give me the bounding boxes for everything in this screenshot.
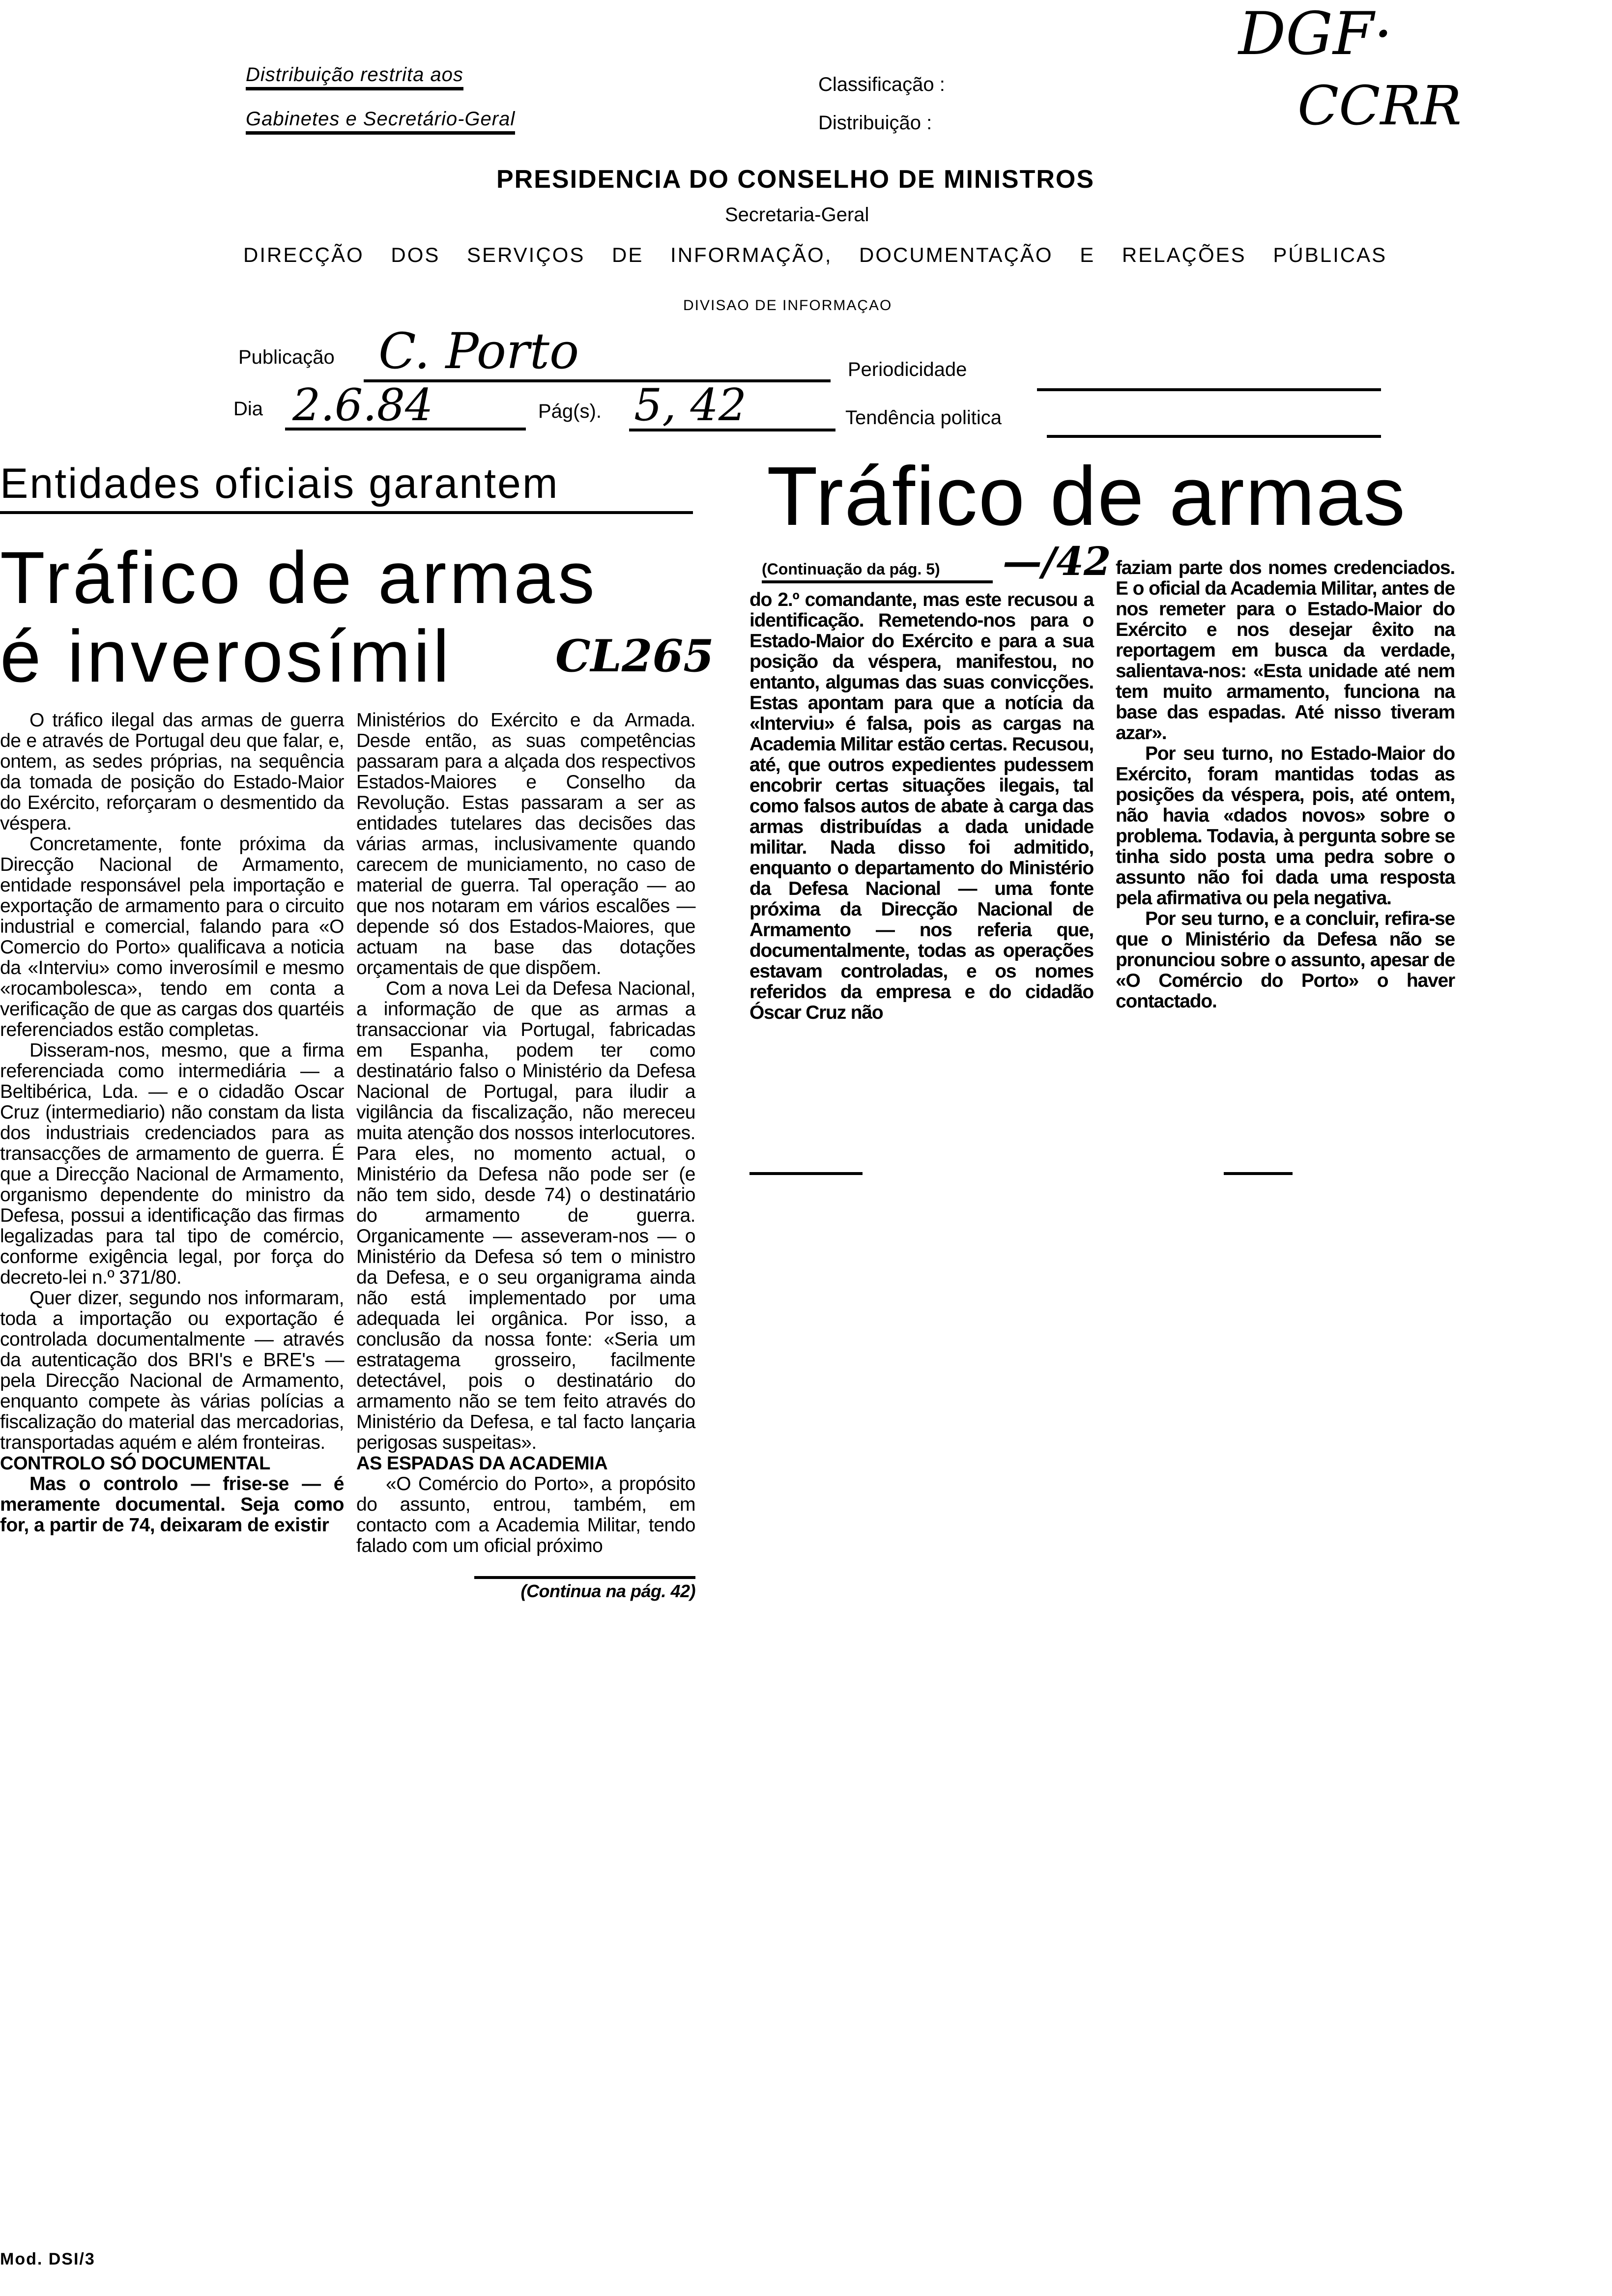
publication-value: C. Porto (378, 322, 579, 380)
continuation-title: Tráfico de armas (767, 450, 1407, 543)
paragraph: Mas o controlo — frise-se — é meramente documental. Seja como for, a partir de 74, deixaram de existir (0, 1473, 344, 1536)
org-title: PRESIDENCIA DO CONSELHO DE MINISTROS (496, 165, 1095, 194)
kicker-rule (0, 511, 693, 514)
paragraph: O tráfico ilegal das armas de guerra de e através de Portugal deu que falar, e, ontem, as sedes próprias, na sequência da tomada de posição do Estado-Maior do Exército, reforçaram o desmentido da véspera. (0, 710, 344, 834)
column-end-rule (1224, 1172, 1293, 1175)
paragraph: faziam parte dos nomes credenciados. E o oficial da Academia Militar, antes de nos remeter para o Estado-Maior do Exército e nos desejar êxito na reportagem em busca da verdade, salientava-nos: «Esta unidade até nem tem muito armamento, funciona na base das espadas. Até nisso tiveram azar». (1116, 557, 1455, 744)
column-end-rule (749, 1172, 863, 1175)
form-code: Mod. DSI/3 (0, 2250, 95, 2268)
handwritten-annotation-initials: CCRR (1297, 74, 1462, 137)
article-left-column-1 (0, 710, 344, 1536)
paragraph: «O Comércio do Porto», a propósito do assunto, entrou, também, em contacto com a Academia Militar, tendo falado com um oficial próximo (356, 1473, 695, 1556)
paragraph: Quer dizer, segundo nos informaram, toda a importação ou exportação é controlada documentalmente — através da autenticação dos BRI's e BRE's — pela Direcção Nacional de Armamento, enquanto compete às várias polícias a fiscalização do material das mercadorias, transportadas aquém e além fronteiras. (0, 1288, 344, 1453)
handwritten-reference-left: CL265 (555, 630, 714, 682)
paragraph: Ministérios do Exército e da Armada. Desde então, as suas competências passaram para a alçada dos respectivos Estados-Maiores e Conselho da Revolução. Estas passaram a ser as entidades tutelares das decisões das várias armas, inclusivamente quando carecem de municiamento, no caso de material de guerra. Tal operação — ao que nos notaram em vários escalões — depende só dos Estados-Maiores, que actuam na base das dotações orçamentais de que dispõem. (356, 710, 695, 978)
paragraph: Com a nova Lei da Defesa Nacional, a informação de que as armas a transaccionar via Portugal, fabricadas em Espanha, podem ter como destinatário falso o Ministério da Defesa Nacional de Portugal, para iludir a vigilância da fiscalização, não mereceu muita atenção dos nossos interlocutores. Para eles, no momento actual, o Ministério da Defesa não pode ser (e não tem sido, desde 74) o destinatário do armamento de guerra. Organicamente — asseveram-nos — o Ministério da Defesa só tem o ministro da Defesa, e o seu organigrama ainda não está implementado por uma adequada lei orgânica. Por isso, a conclusão da nossa fonte: «Seria um estratagema grosseiro, facilmente detectável, pois o destinatário do armamento não se tem feito através do Ministério da Defesa, e tal facto lançaria perigosas suspeitas». (356, 978, 695, 1453)
paragraph: Disseram-nos, mesmo, que a firma referenciada como intermediária — a Beltibérica, Lda. — e o cidadão Oscar Cruz (intermediario) não constam da lista dos industriais credenciados para as transacções de armamento de guerra. É que a Direcção Nacional de Armamento, organismo dependente do ministro da Defesa, possui a identificação das firmas legalizadas para tal tipo de comércio, conforme exigência legal, por força do decreto-lei n.º 371/80. (0, 1040, 344, 1288)
directorate-name: DIRECÇÃO DOS SERVIÇOS DE INFORMAÇÃO, DOCUMENTAÇÃO E RELAÇÕES PÚBLICAS (243, 243, 1387, 266)
classification-label: Classificação : (818, 74, 945, 95)
article-left-column-2 (356, 710, 695, 1602)
article-right-column-2 (1116, 558, 1455, 1012)
division-name: DIVISAO DE INFORMAÇAO (683, 297, 892, 314)
day-value: 2.6.84 (292, 379, 433, 431)
distribution-note-line2: Gabinetes e Secretário-Geral (246, 108, 515, 135)
paragraph: Por seu turno, no Estado-Maior do Exército, foram mantidas todas as posições da véspera, pois, até ontem, não havia «dados novos» sobre o problema. Todavia, à pergunta sobre se tinha sido posta uma pedra sobre o assunto não foi dada uma resposta pela afirmativa ou pela negativa. (1116, 743, 1455, 909)
org-subtitle: Secretaria-Geral (725, 204, 869, 226)
handwritten-annotation-top: DGF· (1238, 0, 1393, 68)
tendency-field (1047, 435, 1381, 438)
subhead-espadas: AS ESPADAS DA ACADEMIA (356, 1453, 608, 1474)
subhead-controlo: CONTROLO SÓ DOCUMENTAL (0, 1453, 270, 1474)
periodicity-field (1037, 388, 1381, 391)
paragraph: Concretamente, fonte próxima da Direcção Nacional de Armamento, entidade responsável pela importação e exportação de armamento para o circuito industrial e comercial, falando para «O Comercio do Porto» qualificava a noticia da «Interviu» como inverosímil e mesmo «rocambolesca», tendo em conta a verificação de que as cargas dos quartéis referenciados estão completas. (0, 833, 344, 1040)
article-title-line2: é inverosímil (0, 615, 452, 697)
periodicity-label: Periodicidade (848, 359, 967, 380)
distribution-label: Distribuição : (818, 112, 932, 134)
tendency-label: Tendência politica (845, 407, 1002, 429)
distribution-note-line1: Distribuição restrita aos (246, 64, 463, 90)
article-kicker: Entidades oficiais garantem (0, 460, 559, 507)
continued-from-label: (Continuação da pág. 5) (762, 560, 993, 583)
paragraph: Por seu turno, e a concluir, refira-se que o Ministério da Defesa não se pronunciou sobre o assunto, apesar de «O Comércio do Porto» o haver contactado. (1116, 908, 1455, 1012)
pages-value: 5, 42 (634, 379, 747, 431)
continued-on-page: (Continua na pág. 42) (474, 1576, 695, 1602)
day-label: Dia (233, 398, 263, 420)
handwritten-reference-right: —/42 (1003, 538, 1111, 584)
paragraph: do 2.º comandante, mas este recusou a identificação. Remetendo-nos para o Estado-Maior do Exército e para a sua posição da véspera, manifestou, no entanto, algumas das suas convicções. Estas apontam para que a notícia da «Interviu» é falsa, pois as cargas na Academia Militar estão certas. Recusou, até, que outros expedientes pudessem encobrir certas situações ilegais, tal como falsos autos de abate à carga das armas distribuídas a dada unidade militar. Nada disso foi admitido, enquanto o departamento do Ministério da Defesa Nacional — uma fonte próxima da Direcção Nacional de Armamento — nos referia que, documentalmente, todas as operações estavam controladas, e os nomes referidos da empresa e do cidadão Óscar Cruz não (749, 589, 1094, 1023)
article-right-column-1 (749, 590, 1094, 1023)
pages-label: Pág(s). (538, 401, 602, 422)
article-title-line1: Tráfico de armas (0, 536, 598, 619)
publication-label: Publicação (238, 346, 335, 368)
